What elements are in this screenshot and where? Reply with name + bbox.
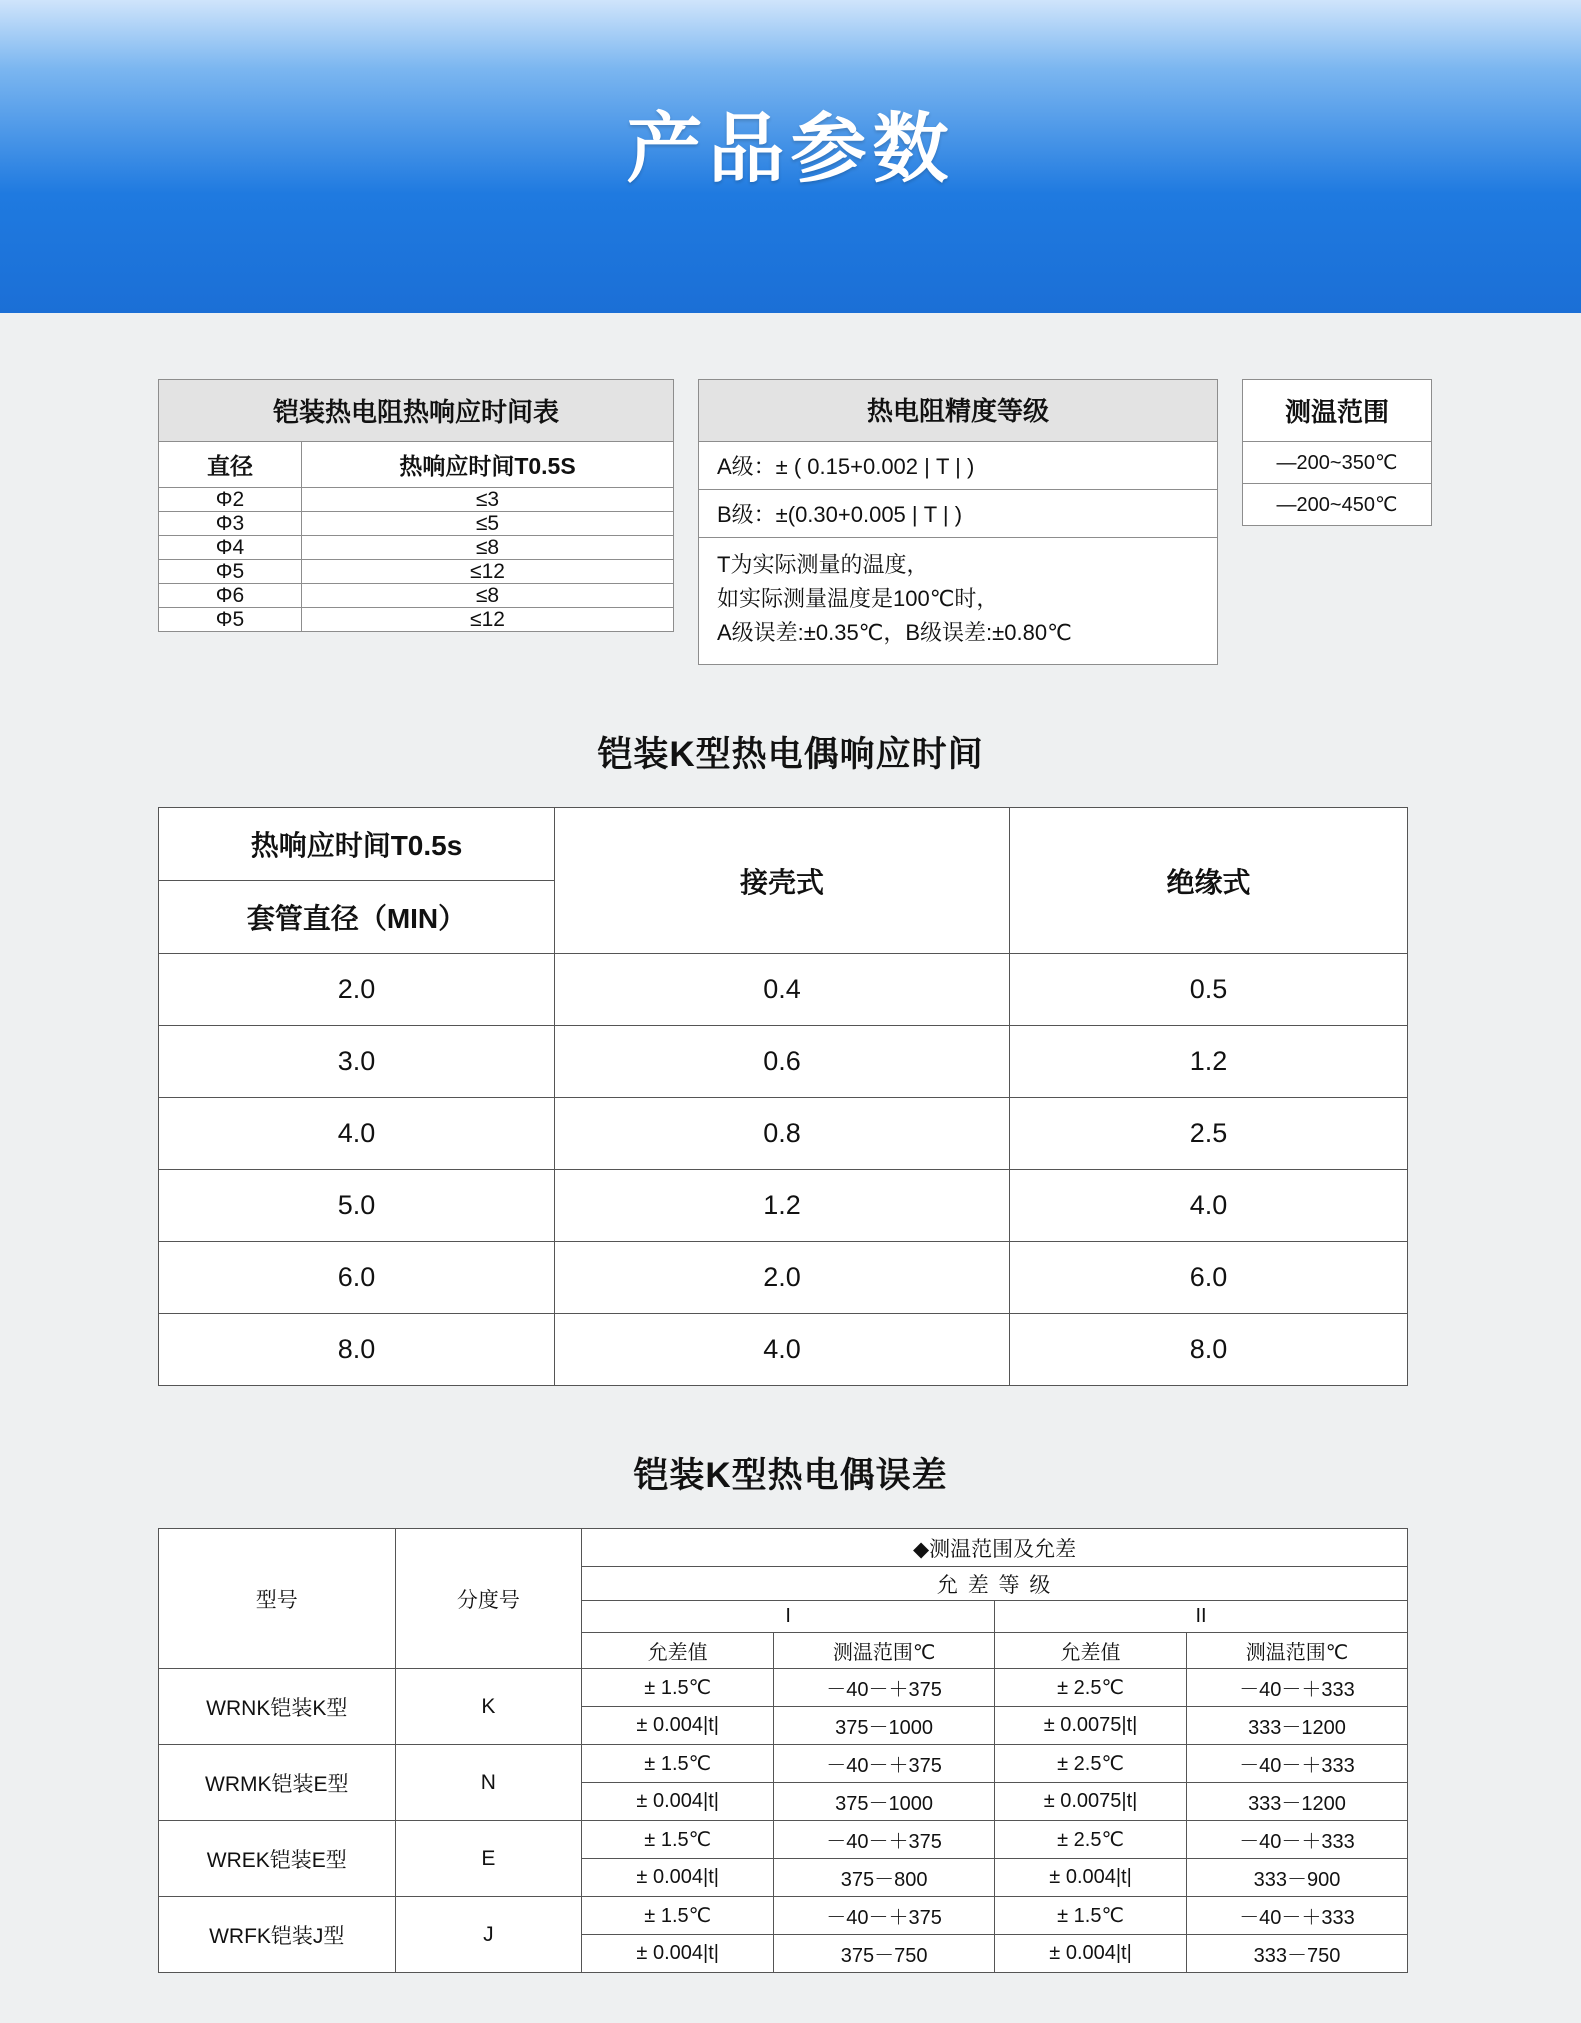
error-tolerance-1: ± 0.004|t| bbox=[582, 1783, 774, 1821]
temperature-range-table bbox=[1242, 379, 1432, 526]
error-grade-1: I bbox=[582, 1601, 995, 1633]
error-tolerance-1: ± 0.004|t| bbox=[582, 1859, 774, 1897]
accuracy-note-2: 如实际测量温度是100℃时， bbox=[717, 586, 999, 612]
error-subheader-range: 测温范围℃ bbox=[1187, 1633, 1408, 1669]
k-response-insulated: 4.0 bbox=[1010, 1170, 1408, 1242]
k-response-shell: 1.2 bbox=[555, 1170, 1010, 1242]
k-response-shell: 0.8 bbox=[555, 1098, 1010, 1170]
error-model: WRNK铠装K型 bbox=[159, 1669, 396, 1745]
k-response-insulated: 0.5 bbox=[1010, 954, 1408, 1026]
error-range-2: 333－750 bbox=[1187, 1935, 1408, 1973]
k-response-diameter: 4.0 bbox=[159, 1098, 555, 1170]
k-response-insulated: 1.2 bbox=[1010, 1026, 1408, 1098]
error-model: WRMK铠装E型 bbox=[159, 1745, 396, 1821]
temp-range-value: —200~350℃ bbox=[1243, 442, 1432, 484]
error-tolerance-2: ± 0.004|t| bbox=[995, 1859, 1187, 1897]
k-response-header-line2: 套管直径（MIN） bbox=[159, 881, 555, 954]
rtd-time: ≤5 bbox=[302, 512, 674, 536]
rtd-time: ≤8 bbox=[302, 584, 674, 608]
error-header-grade: 允 差 等 级 bbox=[582, 1567, 1408, 1601]
error-header-model: 型号 bbox=[159, 1529, 396, 1669]
error-tolerance-2: ± 1.5℃ bbox=[995, 1897, 1187, 1935]
table-row bbox=[159, 1098, 1408, 1170]
rtd-response-time-caption: 铠装热电阻热响应时间表 bbox=[159, 380, 674, 442]
error-tolerance-1: ± 0.004|t| bbox=[582, 1935, 774, 1973]
rtd-time: ≤8 bbox=[302, 536, 674, 560]
accuracy-notes bbox=[699, 538, 1217, 664]
accuracy-class-b: B级：±(0.30+0.005 | T | ) bbox=[699, 490, 1217, 538]
rtd-diameter: Φ4 bbox=[159, 536, 302, 560]
page-banner bbox=[0, 0, 1581, 313]
temp-range-caption: 测温范围 bbox=[1243, 380, 1432, 442]
error-tolerance-1: ± 1.5℃ bbox=[582, 1897, 774, 1935]
table-row bbox=[159, 1745, 1408, 1783]
k-response-diameter: 2.0 bbox=[159, 954, 555, 1026]
table-row bbox=[159, 1669, 1408, 1707]
table-row bbox=[1243, 442, 1432, 484]
k-response-insulated: 6.0 bbox=[1010, 1242, 1408, 1314]
k-response-diameter: 3.0 bbox=[159, 1026, 555, 1098]
table-row bbox=[159, 536, 674, 560]
error-header-range-title: ◆测温范围及允差 bbox=[582, 1529, 1408, 1567]
rtd-diameter: Φ3 bbox=[159, 512, 302, 536]
error-range-1: 375－1000 bbox=[774, 1707, 995, 1745]
k-response-header-insulated: 绝缘式 bbox=[1010, 808, 1408, 954]
table-row bbox=[159, 608, 674, 632]
section-title-k-response: 铠装K型热电偶响应时间 bbox=[597, 735, 984, 775]
error-tolerance-2: ± 0.0075|t| bbox=[995, 1783, 1187, 1821]
k-response-diameter: 6.0 bbox=[159, 1242, 555, 1314]
error-range-2: －40－＋333 bbox=[1187, 1745, 1408, 1783]
error-range-1: 375－800 bbox=[774, 1859, 995, 1897]
error-range-1: －40－＋375 bbox=[774, 1745, 995, 1783]
table-row bbox=[1243, 484, 1432, 526]
top-tables-row bbox=[0, 313, 1581, 665]
table-row bbox=[159, 1026, 1408, 1098]
error-grade-2: II bbox=[995, 1601, 1408, 1633]
k-response-diameter: 5.0 bbox=[159, 1170, 555, 1242]
table-row bbox=[159, 560, 674, 584]
error-range-2: 333－1200 bbox=[1187, 1783, 1408, 1821]
k-response-shell: 0.6 bbox=[555, 1026, 1010, 1098]
k-response-header-line1: 热响应时间T0.5s bbox=[159, 808, 555, 881]
table-row bbox=[159, 488, 674, 512]
error-header-division: 分度号 bbox=[395, 1529, 582, 1669]
error-subheader-tolerance: 允差值 bbox=[995, 1633, 1187, 1669]
error-range-2: －40－＋333 bbox=[1187, 1897, 1408, 1935]
k-response-shell: 2.0 bbox=[555, 1242, 1010, 1314]
accuracy-note-3: A级误差:±0.35℃，B级误差:±0.80℃ bbox=[717, 620, 1072, 646]
error-subheader-range: 测温范围℃ bbox=[774, 1633, 995, 1669]
k-error-table-wrapper bbox=[0, 1528, 1581, 1973]
error-division: N bbox=[395, 1745, 582, 1821]
page-title: 产品参数 bbox=[626, 107, 955, 192]
rtd-time: ≤12 bbox=[302, 608, 674, 632]
error-tolerance-1: ± 1.5℃ bbox=[582, 1669, 774, 1707]
error-range-1: －40－＋375 bbox=[774, 1821, 995, 1859]
table-row bbox=[159, 1242, 1408, 1314]
error-model: WRFK铠装J型 bbox=[159, 1897, 396, 1973]
error-range-1: －40－＋375 bbox=[774, 1669, 995, 1707]
rtd-accuracy-table bbox=[698, 379, 1218, 665]
table-row bbox=[159, 584, 674, 608]
rtd-header-time: 热响应时间T0.5S bbox=[302, 442, 674, 488]
rtd-response-time-table bbox=[158, 379, 674, 632]
rtd-diameter: Φ6 bbox=[159, 584, 302, 608]
error-model: WREK铠装E型 bbox=[159, 1821, 396, 1897]
error-division: J bbox=[395, 1897, 582, 1973]
temp-range-value: —200~450℃ bbox=[1243, 484, 1432, 526]
error-subheader-tolerance: 允差值 bbox=[582, 1633, 774, 1669]
error-tolerance-1: ± 1.5℃ bbox=[582, 1745, 774, 1783]
section-title-k-error: 铠装K型热电偶误差 bbox=[633, 1456, 948, 1496]
rtd-time: ≤12 bbox=[302, 560, 674, 584]
rtd-header-diameter: 直径 bbox=[159, 442, 302, 488]
rtd-diameter: Φ5 bbox=[159, 608, 302, 632]
k-response-shell: 0.4 bbox=[555, 954, 1010, 1026]
error-tolerance-1: ± 0.004|t| bbox=[582, 1707, 774, 1745]
rtd-diameter: Φ5 bbox=[159, 560, 302, 584]
error-range-1: 375－750 bbox=[774, 1935, 995, 1973]
table-row bbox=[159, 1314, 1408, 1386]
error-division: E bbox=[395, 1821, 582, 1897]
k-type-response-time-table bbox=[158, 807, 1408, 1386]
table-row bbox=[159, 954, 1408, 1026]
error-tolerance-2: ± 2.5℃ bbox=[995, 1821, 1187, 1859]
k-response-diameter: 8.0 bbox=[159, 1314, 555, 1386]
k-type-error-table bbox=[158, 1528, 1408, 1973]
table-row bbox=[159, 512, 674, 536]
k-response-shell: 4.0 bbox=[555, 1314, 1010, 1386]
error-range-2: 333－900 bbox=[1187, 1859, 1408, 1897]
table-row bbox=[159, 1170, 1408, 1242]
error-tolerance-1: ± 1.5℃ bbox=[582, 1821, 774, 1859]
rtd-diameter: Φ2 bbox=[159, 488, 302, 512]
rtd-time: ≤3 bbox=[302, 488, 674, 512]
error-range-1: 375－1000 bbox=[774, 1783, 995, 1821]
error-range-2: 333－1200 bbox=[1187, 1707, 1408, 1745]
k-response-insulated: 2.5 bbox=[1010, 1098, 1408, 1170]
error-tolerance-2: ± 2.5℃ bbox=[995, 1669, 1187, 1707]
error-tolerance-2: ± 2.5℃ bbox=[995, 1745, 1187, 1783]
table-row bbox=[159, 1821, 1408, 1859]
k-response-insulated: 8.0 bbox=[1010, 1314, 1408, 1386]
error-division: K bbox=[395, 1669, 582, 1745]
table-row bbox=[159, 1897, 1408, 1935]
error-tolerance-2: ± 0.0075|t| bbox=[995, 1707, 1187, 1745]
rtd-accuracy-caption: 热电阻精度等级 bbox=[699, 380, 1217, 442]
error-range-1: －40－＋375 bbox=[774, 1897, 995, 1935]
error-range-2: －40－＋333 bbox=[1187, 1821, 1408, 1859]
k-response-table-wrapper bbox=[0, 807, 1581, 1386]
error-tolerance-2: ± 0.004|t| bbox=[995, 1935, 1187, 1973]
accuracy-class-a: A级：± ( 0.15+0.002 | T | ) bbox=[699, 442, 1217, 490]
error-range-2: －40－＋333 bbox=[1187, 1669, 1408, 1707]
k-response-header-shell: 接壳式 bbox=[555, 808, 1010, 954]
accuracy-note-1: T为实际测量的温度， bbox=[717, 552, 929, 577]
